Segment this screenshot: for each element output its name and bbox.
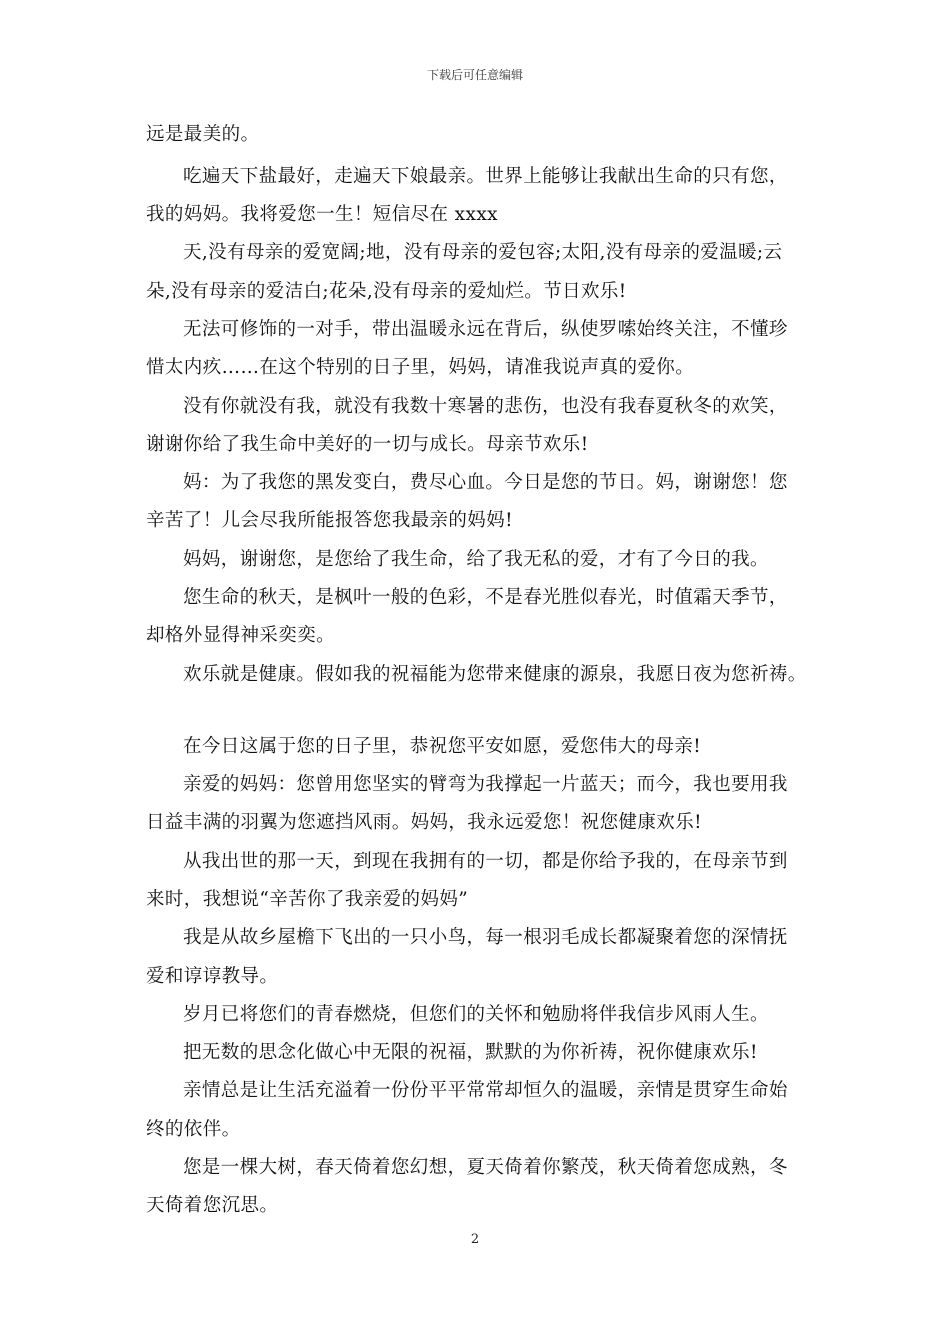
text-line: 爱和谆谆教导。 bbox=[146, 966, 279, 987]
text-line: 把无数的思念化做心中无限的祝福，默默的为你祈祷，祝你健康欢乐! bbox=[183, 1042, 758, 1063]
page-number: 2 bbox=[470, 1232, 480, 1247]
text-line: 妈妈，谢谢您，是您给了我生命，给了我无私的爱，才有了今日的我。 bbox=[183, 549, 769, 570]
text-line: 妈：为了我您的黑发变白，费尽心血。今日是您的节日。妈，谢谢您！您 bbox=[183, 472, 788, 493]
text-line: 无法可修饰的一对手，带出温暖永远在背后，纵使罗嗦始终关注，不懂珍 bbox=[183, 319, 788, 340]
text-line: 惜太内疚……在这个特别的日子里，妈妈，请准我说声真的爱你。 bbox=[146, 357, 695, 378]
text-line: 吃遍天下盐最好，走遍天下娘最亲。世界上能够让我献出生命的只有您， bbox=[183, 166, 788, 187]
text-line: 欢乐就是健康。假如我的祝福能为您带来健康的源泉，我愿日夜为您祈祷。 bbox=[183, 664, 807, 685]
text-line: 天,没有母亲的爱宽阔;地，没有母亲的爱包容;太阳,没有母亲的爱温暖;云 bbox=[183, 242, 783, 263]
text-line: 您是一棵大树，春天倚着您幻想，夏天倚着你繁茂，秋天倚着您成熟，冬 bbox=[183, 1157, 788, 1178]
text-line: 亲情总是让生活充溢着一份份平平常常却恒久的温暖，亲情是贯穿生命始 bbox=[183, 1080, 788, 1101]
text-line: 没有你就没有我，就没有我数十寒暑的悲伤，也没有我春夏秋冬的欢笑， bbox=[183, 396, 788, 417]
text-line: 却格外显得神采奕奕。 bbox=[146, 625, 336, 646]
page-header: 下载后可任意编辑 bbox=[426, 68, 523, 82]
text-line: 辛苦了！儿会尽我所能报答您我最亲的妈妈! bbox=[146, 510, 513, 531]
text-line: 我是从故乡屋檐下飞出的一只小鸟，每一根羽毛成长都凝聚着您的深情抚 bbox=[183, 927, 788, 948]
text-line: 谢谢你给了我生命中美好的一切与成长。母亲节欢乐! bbox=[146, 434, 589, 455]
text-line: 天倚着您沉思。 bbox=[146, 1195, 279, 1216]
text-line: 来时，我想说“辛苦你了我亲爱的妈妈” bbox=[146, 889, 469, 910]
text-line: 日益丰满的羽翼为您遮挡风雨。妈妈，我永远爱您！祝您健康欢乐! bbox=[146, 812, 702, 833]
text-line: 我的妈妈。我将爱您一生！短信尽在 xxxx bbox=[146, 204, 499, 225]
text-line: 您生命的秋天，是枫叶一般的色彩，不是春光胜似春光，时值霜天季节， bbox=[183, 587, 788, 608]
text-line: 远是最美的。 bbox=[146, 124, 260, 145]
text-line: 岁月已将您们的青春燃烧，但您们的关怀和勉励将伴我信步风雨人生。 bbox=[183, 1004, 769, 1025]
text-line: 朵,没有母亲的爱洁白;花朵,没有母亲的爱灿烂。节日欢乐! bbox=[146, 281, 627, 302]
text-line: 亲爱的妈妈：您曾用您坚实的臂弯为我撑起一片蓝天；而今，我也要用我 bbox=[183, 774, 788, 795]
text-line: 从我出世的那一天，到现在我拥有的一切，都是你给予我的，在母亲节到 bbox=[183, 851, 788, 872]
text-line: 在今日这属于您的日子里，恭祝您平安如愿，爱您伟大的母亲! bbox=[183, 736, 702, 757]
text-line: 终的依伴。 bbox=[146, 1119, 241, 1140]
